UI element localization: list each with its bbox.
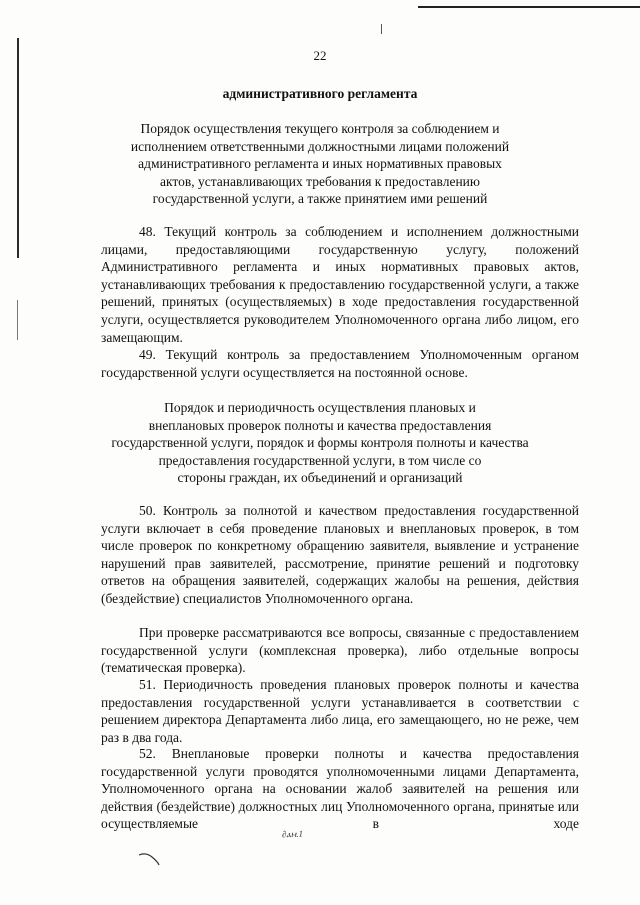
section-title-line: стороны граждан, их объединений и организаций — [177, 470, 463, 486]
paragraph-52: 52. Внеплановые проверки полноты и качества предоставления государственной услуги проводятся уполномоченными лицами Департамента, Уполномоченного органа на основании жалоб заявителей на решения или действия (бездействие) должностных лиц Уполномоченного органа, принятые или осуществляемые в ходе — [101, 746, 579, 832]
scan-edge-mark-short — [17, 300, 18, 340]
section-title-line: государственной услуги, порядок и формы контроля полноты и качества — [111, 435, 529, 451]
section-title-line: внеплановых проверок полноты и качества предоставления — [148, 417, 492, 433]
handwritten-mark: ∂ⲁⲙ.1 — [281, 828, 304, 840]
paragraph-50: 50. Контроль за полнотой и качеством предоставления государственной услуги включает в себя проведение плановых и внеплановых проверок, в том числе проверок по конкретному обращению заявителя, выявление и устранение нарушений прав заявителей, рассмотрение, принятие решений и подготовку ответов на обращения заявителей, содержащих жалобы на решения, действия (бездействие) специалистов Уполномоченного органа. — [101, 503, 579, 606]
section-title-line: Порядок и периодичность осуществления плановых и — [164, 400, 476, 415]
document-heading: административного регламента — [222, 86, 418, 101]
scan-tick-mark — [381, 24, 382, 34]
section-title-line: предоставления государственной услуги, в том числе со — [158, 452, 482, 468]
pen-stroke-mark — [138, 852, 160, 866]
section-title-inspections — [100, 399, 540, 487]
section-title-line: Порядок осуществления текущего контроля за соблюдением и — [140, 121, 500, 136]
paragraph-50-continued: При проверке рассматриваются все вопросы, связанные с предоставлением государственной услуги (комплексная проверка), либо отдельные вопросы (тематическая проверка). — [101, 625, 579, 676]
section-title-line: государственной услуги, а также принятием ими решений — [152, 191, 488, 207]
section-title-line: административного регламента и иных нормативных правовых — [138, 156, 502, 172]
section-title-line: актов, устанавливающих требования к предоставлению — [160, 173, 480, 189]
paragraph-51: 51. Периодичность проведения плановых проверок полноты и качества предоставления государственной услуги устанавливается в соответствии с решением директора Департамента либо лица, его замещающего, но не реже, чем раз в два года. — [101, 677, 579, 745]
scan-top-mark — [418, 6, 640, 8]
page-number: 22 — [313, 48, 327, 63]
section-title-current-control — [100, 120, 540, 208]
paragraph-49: 49. Текущий контроль за предоставлением Уполномоченным органом государственной услуги осуществляется на постоянной основе. — [101, 347, 579, 380]
paragraph-48: 48. Текущий контроль за соблюдением и исполнением должностными лицами, предоставляющими государственную услугу, положений Административного регламента и иных нормативных правовых актов, устанавливающих требования к предоставлению государственной услуги, а также решений, принятых (осуществляемых) в ходе предоставления государственной услуги, осуществляется руководителем Уполномоченного органа либо лицом, его замещающим. — [101, 224, 579, 345]
scan-edge-mark — [17, 38, 19, 258]
section-title-line: исполнением ответственными должностными лицами положений — [130, 138, 510, 154]
